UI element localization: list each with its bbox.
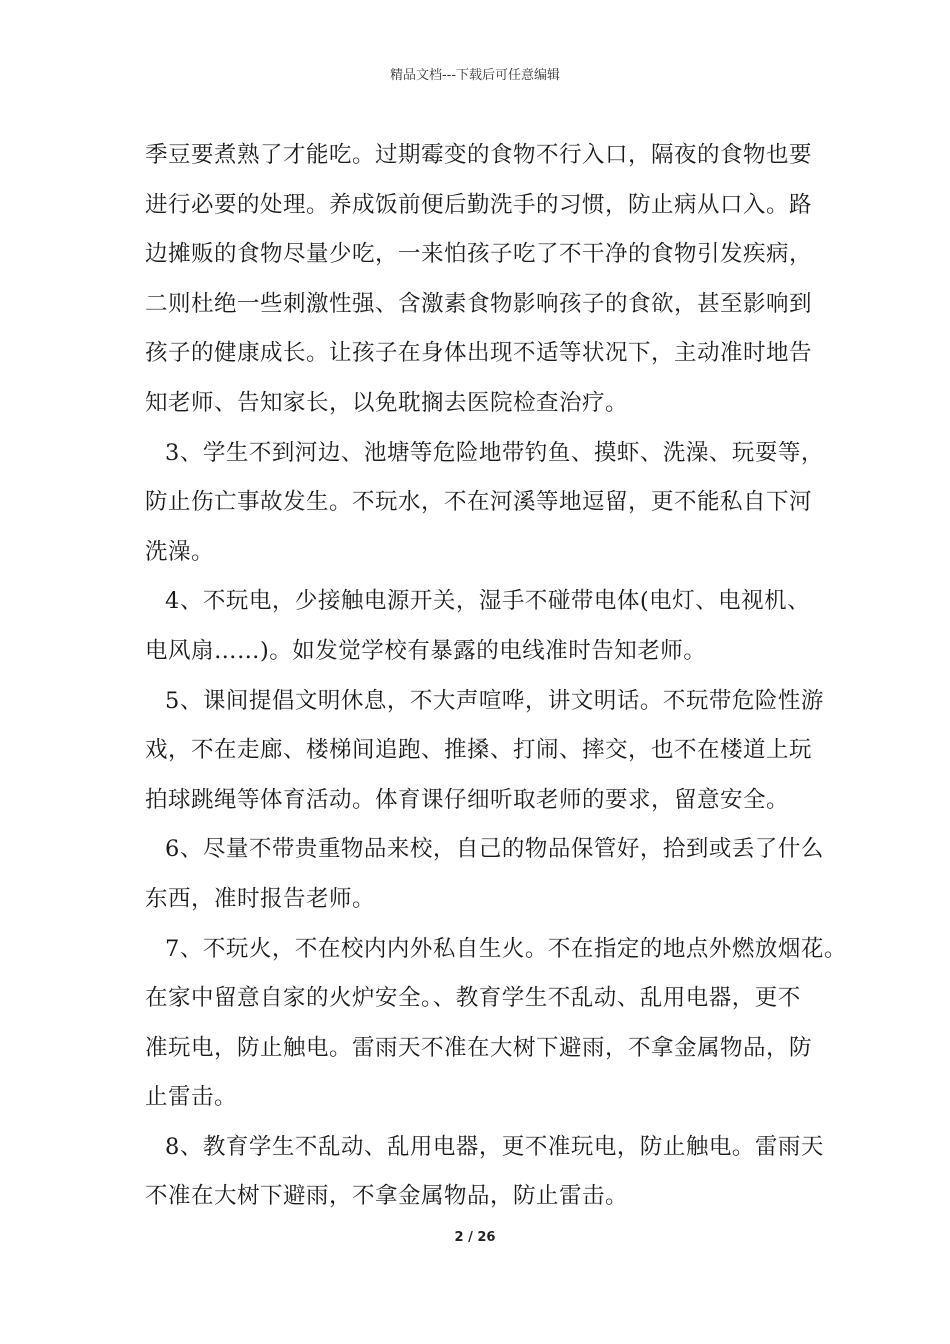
text-line: 东西，准时报告老师。 bbox=[145, 885, 376, 912]
text-line: 洗澡。 bbox=[145, 538, 215, 565]
text-line: 知老师、告知家长，以免耽搁去医院检查治疗。 bbox=[145, 389, 629, 416]
text-line: 止雷击。 bbox=[145, 1084, 238, 1111]
text-line: 准玩电，防止触电。雷雨天不准在大树下避雨，不拿金属物品，防 bbox=[145, 1034, 813, 1061]
text-line: 拍球跳绳等体育活动。体育课仔细听取老师的要求，留意安全。 bbox=[145, 786, 790, 813]
text-line: 电风扇……)。如发觉学校有暴露的电线准时告知老师。 bbox=[145, 637, 707, 664]
list-item-6: 6、尽量不带贵重物品来校，自己的物品保管好，拾到或丢了什么 bbox=[165, 836, 824, 863]
text-line: 不准在大树下避雨，不拿金属物品，防止雷击。 bbox=[145, 1183, 629, 1210]
text-line: 季豆要煮熟了才能吃。过期霉变的食物不行入口，隔夜的食物也要 bbox=[145, 142, 813, 168]
text-line: 边摊贩的食物尽量少吃，一来怕孩子吃了不干净的食物引发疾病， bbox=[145, 241, 813, 268]
page-number: 2 / 26 bbox=[454, 1230, 496, 1245]
text-line: 戏，不在走廊、楼梯间追跑、推搡、打闹、摔交，也不在楼道上玩 bbox=[145, 737, 813, 764]
list-item-3: 3、学生不到河边、池塘等危险地带钓鱼、摸虾、洗澡、玩耍等， bbox=[165, 439, 824, 466]
document-body bbox=[145, 131, 847, 1222]
list-item-7: 7、不玩火，不在校内内外私自生火。不在指定的地点外燃放烟花。 bbox=[165, 935, 847, 962]
list-item-8: 8、教育学生不乱动、乱用电器，更不准玩电，防止触电。雷雨天 bbox=[165, 1133, 824, 1160]
text-line: 二则杜绝一些刺激性强、含激素食物影响孩子的食欲，甚至影响到 bbox=[145, 290, 813, 317]
list-item-4: 4、不玩电，少接触电源开关，湿手不碰带电体(电灯、电视机、 bbox=[165, 588, 811, 615]
text-line: 孩子的健康成长。让孩子在身体出现不适等状况下，主动准时地告 bbox=[145, 340, 813, 367]
text-line: 进行必要的处理。养成饭前便后勤洗手的习惯，防止病从口入。路 bbox=[145, 191, 813, 218]
page-header: 精品文档---下载后可任意编辑 bbox=[389, 68, 561, 83]
text-line: 在家中留意自家的火炉安全。、教育学生不乱动、乱用电器，更不 bbox=[145, 985, 801, 1012]
list-item-5: 5、课间提倡文明休息，不大声喧哗，讲文明话。不玩带危险性游 bbox=[165, 687, 824, 714]
text-line: 防止伤亡事故发生。不玩水，不在河溪等地逗留，更不能私自下河 bbox=[145, 489, 813, 516]
